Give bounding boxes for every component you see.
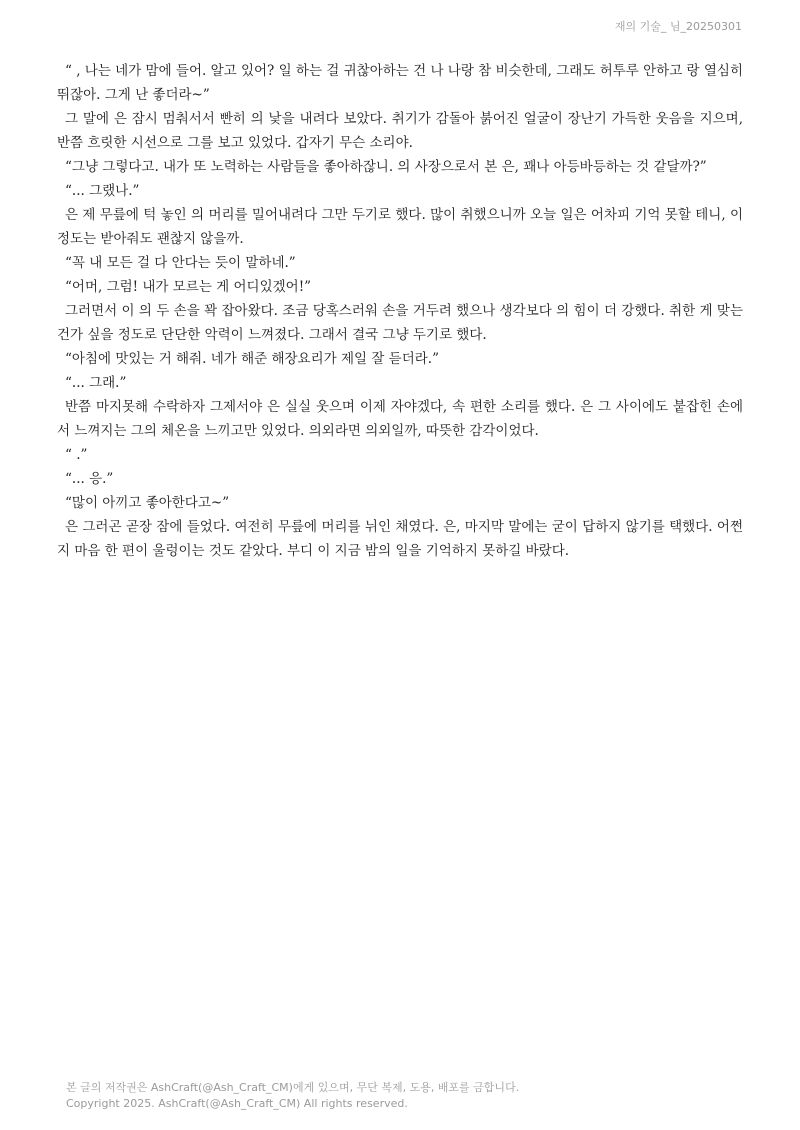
- paragraph: 은 그러곤 곧장 잠에 들었다. 여전히 무릎에 머리를 뉘인 채였다. 은, 마지막 말에는 굳이 답하지 않기를 택했다. 어쩐지 마음 한 편이 울렁이는 것도 같았다. 부디 이 지금 밤의 일을 기억하지 못하길 바랐다.: [57, 519, 743, 559]
- paragraph: 그 말에 은 잠시 멈춰서서 빤히 의 낯을 내려다 보았다. 취기가 감돌아 붉어진 얼굴이 장난기 가득한 웃음을 지으며, 반쯤 흐릿한 시선으로 그를 보고 있었다. 갑자기 무슨 소리야.: [57, 111, 743, 151]
- paragraph: 은 제 무릎에 턱 놓인 의 머리를 밀어내려다 그만 두기로 했다. 많이 취했으니까 오늘 일은 어차피 기억 못할 테니, 이 정도는 받아줘도 괜찮지 않을까.: [57, 207, 743, 247]
- story-body: [57, 59, 743, 563]
- paragraph: “어머, 그럼! 내가 모르는 게 어디있겠어!”: [65, 279, 312, 295]
- copyright-notice-english: Copyright 2025. AshCraft(@Ash_Craft_CM) All rights reserved.: [66, 1097, 408, 1110]
- paragraph: “많이 아끼고 좋아한다고~”: [65, 495, 230, 511]
- copyright-notice-korean: 본 글의 저작권은 AshCraft(@Ash_Craft_CM)에게 있으며, 무단 복제, 도용, 배포를 금합니다.: [66, 1081, 520, 1094]
- paragraph: “꼭 내 모든 걸 다 안다는 듯이 말하네.”: [65, 255, 296, 271]
- copyright-footer: [66, 1080, 519, 1112]
- paragraph: “아침에 맛있는 거 해줘. 네가 해준 해장요리가 제일 잘 듣더라.”: [65, 351, 439, 367]
- paragraph: “... 그래.”: [65, 375, 127, 391]
- paragraph: “ .”: [65, 447, 88, 463]
- paragraph: 그러면서 이 의 두 손을 꽉 잡아왔다. 조금 당혹스러워 손을 거두려 했으나 생각보다 의 힘이 더 강했다. 취한 게 맞는 건가 싶을 정도로 단단한 악력이 느껴졌다. 그래서 결국 그냥 두기로 했다.: [57, 303, 743, 343]
- paragraph: “... 그랬나.”: [65, 183, 140, 199]
- paragraph: “그냥 그렇다고. 내가 또 노력하는 사람들을 좋아하잖니. 의 사장으로서 본 은, 꽤나 아등바등하는 것 같달까?”: [65, 159, 707, 175]
- paragraph: “... 응.”: [65, 471, 114, 487]
- paragraph: “ , 나는 네가 맘에 들어. 알고 있어? 일 하는 걸 귀찮아하는 건 나 나랑 참 비슷한데, 그래도 허투루 안하고 랑 열심히 뛰잖아. 그게 난 좋더라~”: [57, 63, 743, 103]
- running-header: 재의 기술_ 님_20250301: [614, 20, 742, 33]
- paragraph: 반쯤 마지못해 수락하자 그제서야 은 실실 웃으며 이제 자야겠다, 속 편한 소리를 했다. 은 그 사이에도 붙잡힌 손에서 느껴지는 그의 체온을 느끼고만 있었다. 의외라면 의외일까, 따뜻한 감각이었다.: [57, 399, 743, 439]
